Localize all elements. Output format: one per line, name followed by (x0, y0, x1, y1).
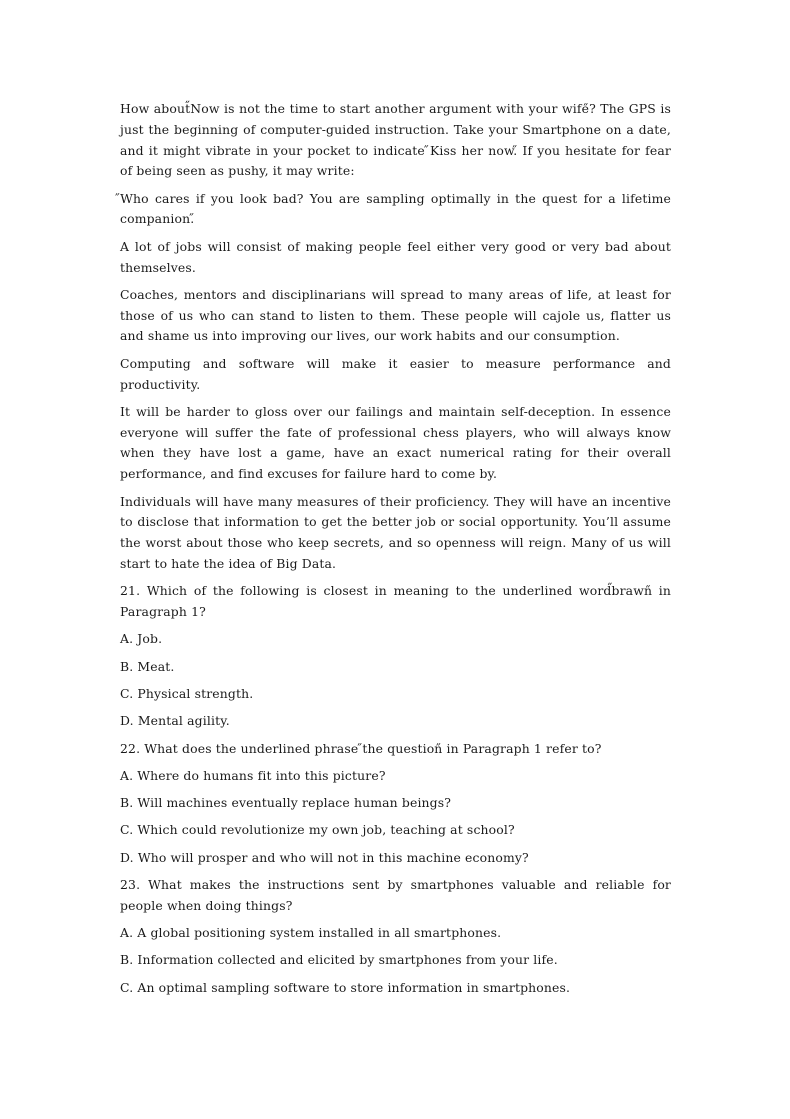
passage-paragraph: A lot of jobs will consist of making people feel either very good or very bad about themselves. (120, 238, 671, 275)
answer-option: B. Information collected and elicited by smartphones from your life. (120, 952, 558, 968)
answer-option: B. Meat. (120, 658, 175, 674)
answer-option: C. Physical strength. (120, 685, 254, 701)
passage-paragraph: Individuals will have many measures of their proficiency. They will have an incentive to disclose that information to get the better job or social opportunity. You’ll assume the worst about those who keep secrets, and so openness will reign. Many of us will start to hate the idea of Big Data. (120, 493, 671, 571)
passage-paragraph: Coaches, mentors and disciplinarians will spread to many areas of life, at least for those of us who can stand to listen to them. These people will cajole us, flatter us and shame us into improving our lives, our work habits and our consumption. (120, 286, 671, 344)
passage-paragraph: It will be harder to gloss over our failings and maintain self-deception. In essence everyone will suffer the fate of professional chess players, who will always know when they have lost a game, have an exact numerical rating for their overall performance, and find excuses for failure hard to come by. (120, 403, 671, 482)
document-page (120, 99, 671, 1005)
answer-option: A. Where do humans fit into this picture? (120, 767, 386, 783)
question-stem: 22. What does the underlined phrase ̋the question̋ in Paragraph 1 refer to? (120, 740, 602, 756)
passage-paragraph: Computing and software will make it easier to measure performance and productivity. (120, 355, 671, 392)
passage-paragraph: How about̋Now is not the time to start another argument with your wife̋? The GPS is just the beginning of computer-guided instruction. Take your Smartphone on a date, and it might vibrate in your pocket to indicate ̋Kiss her now.̋ If you hesitate for fear of being seen as pushy, it may write: (120, 101, 671, 179)
question-stem: 21. Which of the following is closest in meaning to the underlined word̋brawn̋ in Paragraph 1? (120, 583, 671, 620)
answer-option: A. Job. (120, 631, 163, 647)
answer-option: C. Which could revolutionize my own job, teaching at school? (120, 822, 515, 838)
answer-option: A. A global positioning system installed in all smartphones. (120, 925, 502, 941)
answer-option: D. Mental agility. (120, 713, 230, 729)
answer-option: C. An optimal sampling software to store information in smartphones. (120, 979, 571, 995)
question-stem: 23. What makes the instructions sent by smartphones valuable and reliable for people when doing things? (120, 877, 671, 913)
answer-option: D. Who will prosper and who will not in this machine economy? (120, 849, 529, 865)
answer-option: B. Will machines eventually replace human beings? (120, 795, 452, 811)
passage-paragraph: ̋Who cares if you look bad? You are sampling optimally in the quest for a lifetime companion.̋ (120, 190, 671, 227)
